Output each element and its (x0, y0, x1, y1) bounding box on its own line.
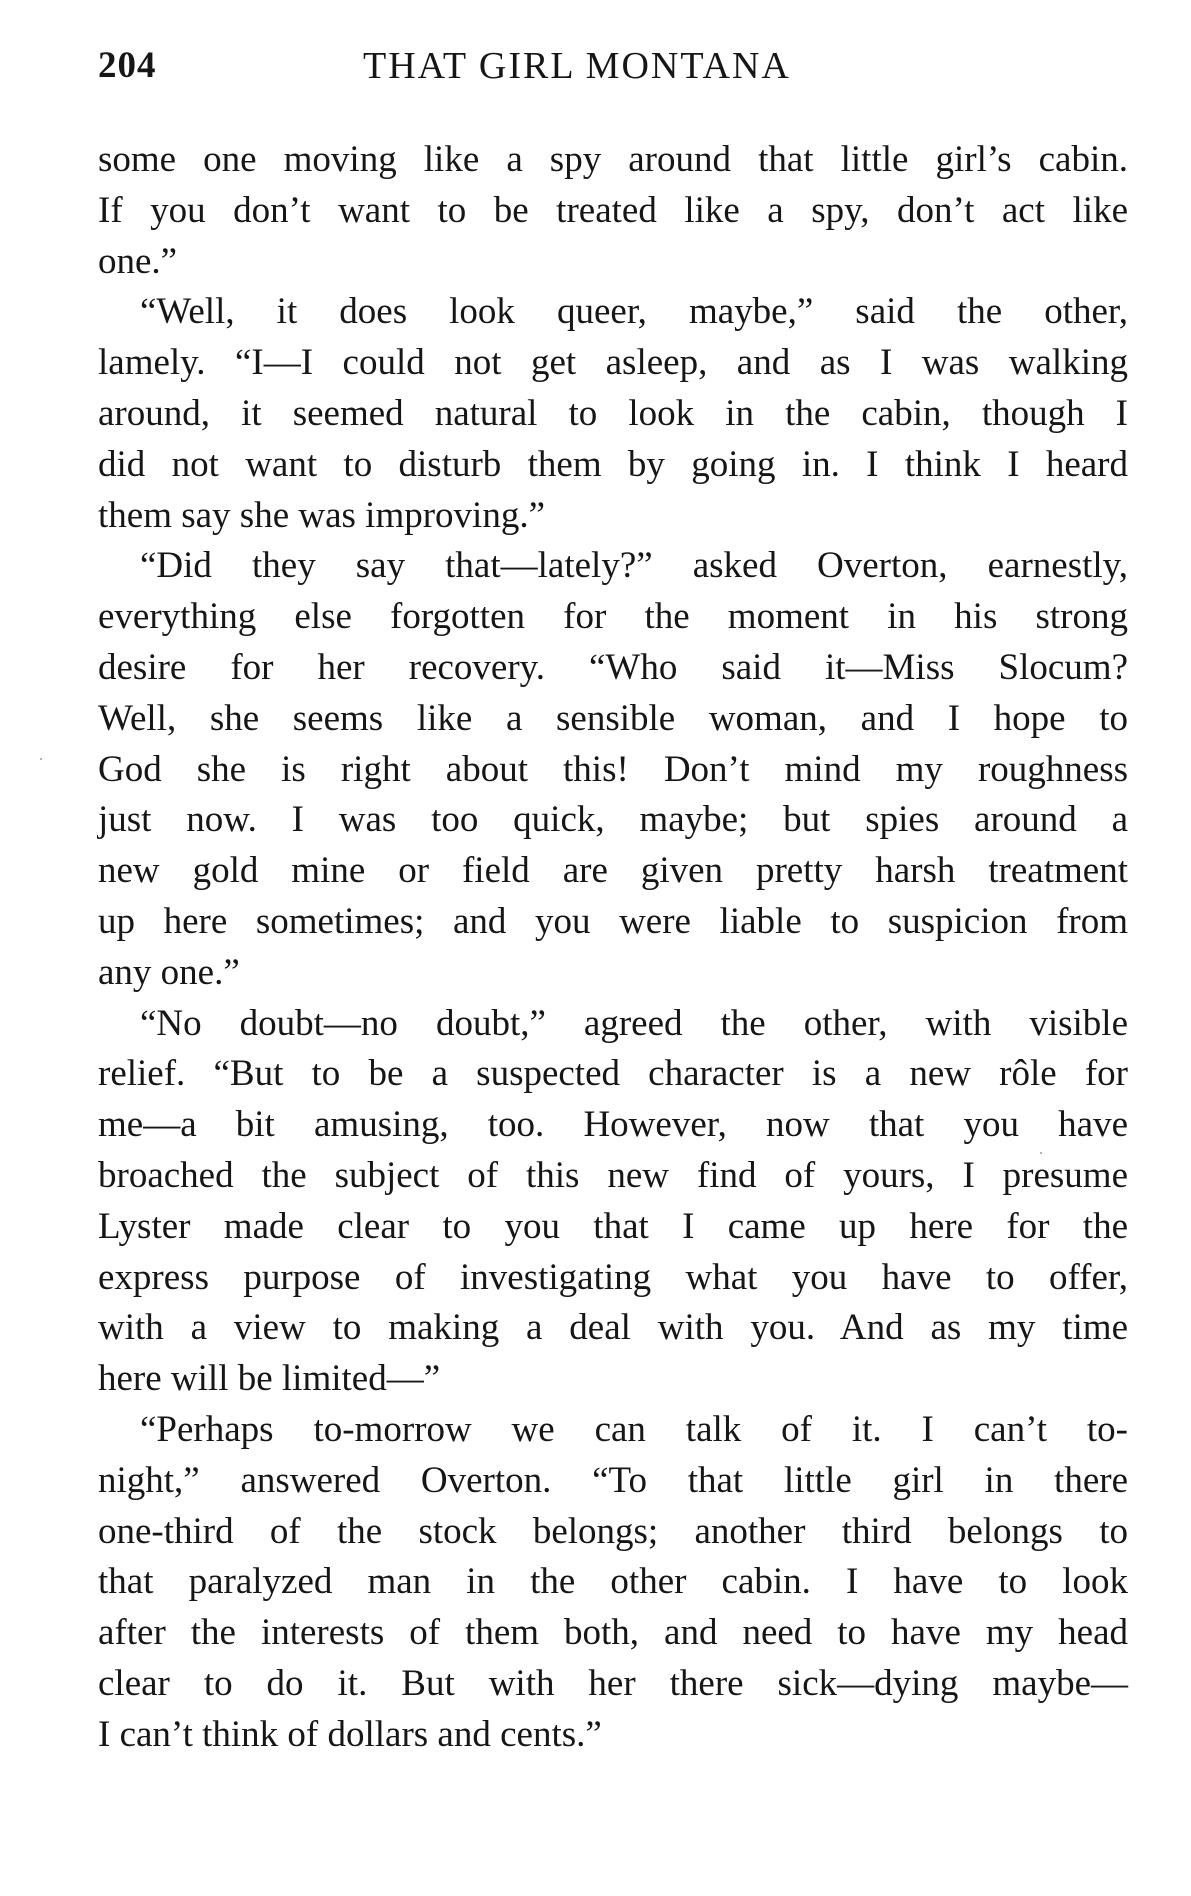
text-line: broached the subject of this new find of yours, I presume (98, 1154, 1128, 1196)
text-line: one.” (98, 240, 178, 282)
text-line: Lyster made clear to you that I came up here for the (98, 1205, 1128, 1247)
text-line: night,” answered Overton. “To that little girl in there (98, 1459, 1128, 1501)
running-head (98, 44, 1128, 94)
paper-speck (40, 758, 42, 760)
text-line: Well, she seems like a sensible woman, and I hope to (98, 697, 1128, 739)
text-line: I can’t think of dollars and cents.” (98, 1713, 602, 1755)
text-line: “No doubt—no doubt,” agreed the other, with visible (140, 1002, 1128, 1044)
text-line: God she is right about this! Don’t mind my roughness (98, 748, 1128, 790)
text-line: desire for her recovery. “Who said it—Miss Slocum? (98, 646, 1128, 688)
text-line: everything else forgotten for the moment in his strong (98, 596, 1128, 638)
text-line: “Well, it does look queer, maybe,” said the other, (140, 291, 1128, 333)
text-line: some one moving like a spy around that little girl’s cabin. (98, 139, 1128, 180)
text-line: did not want to disturb them by going in. I think I heard (98, 443, 1128, 485)
text-line: after the interests of them both, and need to have my head (98, 1612, 1128, 1654)
text-line: express purpose of investigating what you have to offer, (98, 1256, 1128, 1298)
text-line: around, it seemed natural to look in the cabin, though I (98, 392, 1128, 434)
text-line: If you don’t want to be treated like a spy, don’t act like (98, 189, 1128, 231)
body-text (98, 135, 1128, 1761)
text-line: any one.” (98, 951, 240, 993)
text-line: clear to do it. But with her there sick—dying maybe— (98, 1662, 1128, 1704)
book-title: THAT GIRL MONTANA (363, 45, 791, 87)
text-line: lamely. “I—I could not get asleep, and as I was walking (98, 342, 1128, 384)
text-line: here will be limited—” (98, 1358, 441, 1400)
text-line: new gold mine or field are given pretty harsh treatment (98, 850, 1128, 892)
text-line: one-third of the stock belongs; another third belongs to (98, 1510, 1128, 1552)
text-line: “Perhaps to-morrow we can talk of it. I can’t to- (140, 1408, 1128, 1450)
text-line: “Did they say that—lately?” asked Overton, earnestly, (140, 545, 1128, 587)
page-number: 204 (98, 45, 157, 86)
text-line: just now. I was too quick, maybe; but spies around a (98, 799, 1128, 841)
text-line: up here sometimes; and you were liable to suspicion from (98, 900, 1128, 942)
text-line: relief. “But to be a suspected character is a new rôle for (98, 1053, 1128, 1095)
text-line: with a view to making a deal with you. And as my time (98, 1307, 1128, 1349)
paper-speck (1040, 1152, 1042, 1154)
text-line: that paralyzed man in the other cabin. I have to look (98, 1561, 1128, 1603)
text-line: them say she was improving.” (98, 494, 545, 536)
text-line: me—a bit amusing, too. However, now that you have (98, 1104, 1128, 1146)
